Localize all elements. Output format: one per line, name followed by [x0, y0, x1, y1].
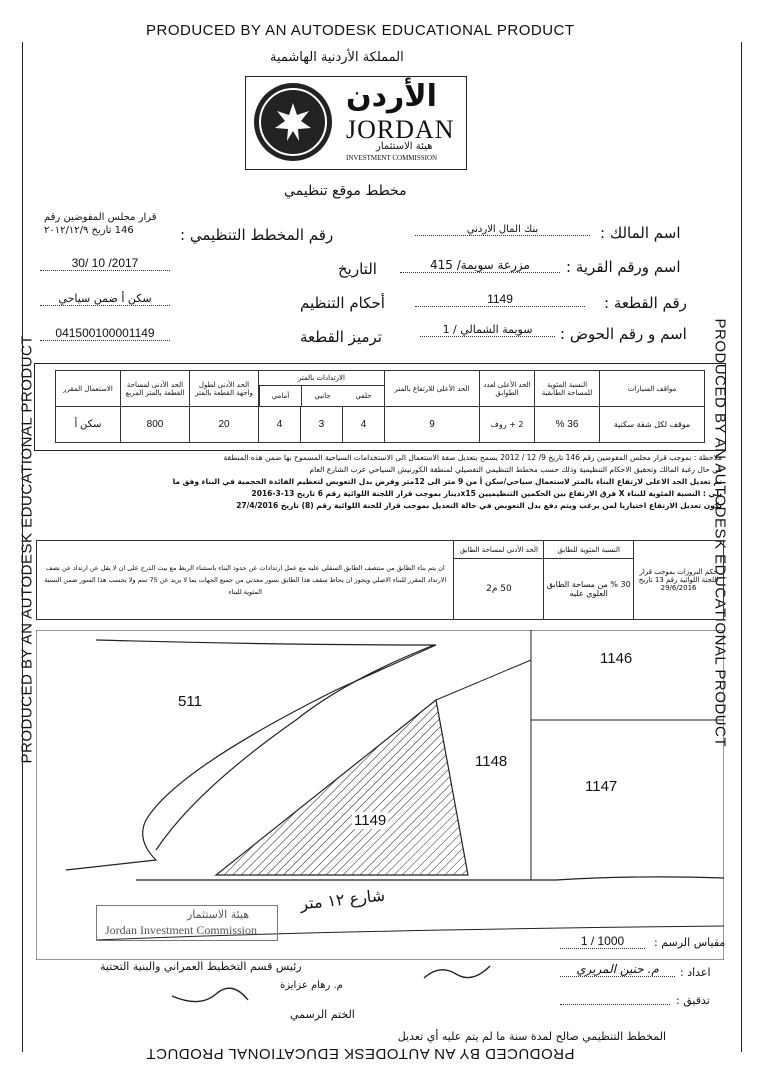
- code-value: 041500100001149: [40, 326, 170, 341]
- projections-percent-value: 30 % من مساحة الطابق العلوي عليه: [544, 559, 634, 620]
- th-min-area: الحد الأدنى لمساحة القطعة بالمتر المربع: [121, 371, 190, 407]
- street-label: شارع ١٢ متر: [299, 885, 386, 914]
- date-label: التاريخ: [338, 260, 377, 278]
- plot-511-label: 511: [178, 693, 202, 710]
- th-setbacks: [259, 371, 385, 407]
- projections-percent-header: النسبة المئوية للطابق: [544, 541, 634, 559]
- owner-value: بنك المال الاردني: [415, 224, 590, 236]
- decision-line1: قرار مجلس المفوضين رقم: [44, 212, 157, 223]
- zoning-label: أحكام التنظيم: [300, 294, 385, 312]
- stamp-arabic: هيئة الاستثمار: [187, 908, 250, 921]
- scale-label: مقياس الرسم :: [654, 936, 726, 949]
- regulations-box: [34, 363, 726, 451]
- note-line-5: يكون تعديل الارتفاع اختياريا لمن يرغب ويتم دفع بدل التعويض في حالة التعديل بموجب قرار للجنة اللوائية رقم (8) تاريخ 27/4/2016: [236, 501, 722, 510]
- projections-min-area-value: 50 م2: [454, 559, 544, 620]
- plot-1149-parcel: [216, 700, 468, 875]
- td-floors: 2 + روف: [480, 407, 535, 443]
- village-value: مزرعة سويمة/ 415: [400, 258, 560, 273]
- td-parking: موقف لكل شقة سكنية: [600, 407, 705, 443]
- watermark-left: PRODUCED BY AN AUTODESK EDUCATIONAL PRODUCT: [18, 334, 36, 764]
- td-min-frontage: 20: [190, 407, 259, 443]
- basin-value: سويمة الشمالي / 1: [420, 323, 555, 337]
- notes-block: [36, 452, 722, 512]
- logo-box: [245, 76, 467, 170]
- scale-value: 1 / 1000: [560, 934, 645, 949]
- th-floors: الحد الأعلى لعدد الطوابق: [480, 371, 535, 407]
- watermark-bottom: PRODUCED BY AN AUTODESK EDUCATIONAL PRODUCT: [146, 1045, 575, 1062]
- watermark-top: PRODUCED BY AN AUTODESK EDUCATIONAL PRODUCT: [146, 22, 575, 39]
- note-line-4: يلي : النسبة المئوية للبناء X فرق الارتفاع بين الحكمين التنظيميين x15دينار بموجب قرار اللجنة اللوائية رقم 6 تاريخ 13-3-2016: [251, 489, 722, 498]
- td-side: 3: [300, 407, 342, 443]
- village-label: اسم ورقم القرية :: [566, 258, 681, 276]
- plot-1148-label: 1148: [475, 753, 508, 770]
- logo-sub-arabic: هيئة الاستثمار: [376, 141, 433, 152]
- th-rear: خلفي: [355, 392, 372, 400]
- jordan-star-icon: [254, 83, 332, 161]
- kingdom-heading: المملكة الأردنية الهاشمية: [270, 50, 404, 65]
- th-parking: مواقف السيارات: [600, 371, 705, 407]
- th-side: جانبي: [301, 386, 343, 406]
- validity-note: المخطط التنظيمي صالح لمدة سنة ما لم يتم عليه أي تعديل: [397, 1030, 666, 1043]
- street-edge: [136, 877, 724, 880]
- td-rear: 4: [342, 407, 384, 443]
- head-signature: [170, 986, 250, 1010]
- plot-value: 1149: [415, 292, 585, 307]
- td-min-area: 800: [121, 407, 190, 443]
- projections-table: [36, 540, 724, 620]
- boundary-1146: [436, 660, 531, 700]
- approval-signature: [420, 960, 500, 984]
- th-max-height: الحد الأعلى للارتفاع بالمتر: [385, 371, 480, 407]
- checked-line: [560, 1004, 670, 1005]
- td-front: 4: [259, 407, 301, 443]
- commission-stamp: [96, 905, 278, 941]
- note-line-1: ملاحظة : بموجب قرار مجلس المفوضين رقم 146 تاريخ 9/ 12 / 2012 يسمح بتعديل صفة الاستعمال الى الاستخدامات السياحية المسموح بها ضمن هذه المنطقة: [223, 453, 722, 462]
- doc-title: مخطط موقع تنظيمي: [284, 183, 407, 199]
- th-front: أمامي: [259, 386, 301, 406]
- th-use: الاستعمال المقرر: [56, 371, 121, 407]
- seal-label: الختم الرسمي: [290, 1008, 355, 1021]
- plot-1149-label: 1149: [354, 812, 387, 829]
- th-setbacks-title: الارتدادات بالمتر: [259, 371, 384, 386]
- td-use: سكن أ: [56, 407, 121, 443]
- prepared-label: اعداد :: [680, 966, 711, 979]
- head-name: م. رهام عزايزة: [280, 980, 343, 991]
- logo-arabic: الأردن: [346, 79, 437, 114]
- zoning-value: سكن أ ضمن سياحي: [40, 292, 170, 306]
- td-coverage: 36 %: [535, 407, 600, 443]
- td-max-height: 9: [385, 407, 480, 443]
- code-label: ترميز القطعة: [300, 328, 382, 346]
- checked-label: تدقيق :: [676, 994, 710, 1007]
- logo-sub-english: INVESTMENT COMMISSION: [346, 154, 438, 162]
- prepared-value: م. حنين المريري: [560, 962, 675, 977]
- projections-text: ان يتم بناء الطابق من منتصف الطابق السفلي عليه مع عمل ارتدادات عن حدود البناء باستثناء الربط مع بيت الدرج على ان لا يقل عن ارتداد عن نصف الارتداد المقرر للبناء الاصلي ويجوز ان يحاط سقف هذا الطابق بسور معدني من جميع الجهات بما لا يزيد عن 75 سم ولا يحسب هذا السور ضمن النسبة المئوية للبناء: [37, 541, 454, 620]
- owner-label: اسم المالك :: [600, 224, 681, 242]
- th-coverage: النسبة المئوية للمساحة الطابقية: [535, 371, 600, 407]
- basin-label: اسم و رقم الحوض :: [560, 325, 687, 343]
- note-line-3: تم تعديل الحد الاعلى لارتفاع البناء بالمتر لاستعمال سياحي/سكن أ من 9 متر الى 12متر وفرض بدل التعويض لتعظيم الفائدة الحجمية في البناء وفق ما: [172, 477, 722, 486]
- plot-1147-label: 1147: [585, 778, 618, 795]
- logo-english: JORDAN: [346, 115, 455, 144]
- note-line-2: في حال رغبة المالك وتحقيق الاحكام التنظيمية وذلك حسب مخطط التنظيمي التفصيلي لمنطقة الكورنيش السياحي عرب الشارع العام: [309, 465, 722, 474]
- watermark-right: PRODUCED BY AN AUTODESK EDUCATIONAL PRODUCT: [711, 318, 729, 748]
- decision-line2: 146 تاريخ ٢٠١٢/١٢/٩: [44, 225, 134, 236]
- th-min-frontage: الحد الأدنى لطول واجهة القطعة بالمتر: [190, 371, 259, 407]
- regulations-table: [55, 370, 705, 443]
- plot-label: رقم القطعة :: [604, 294, 687, 312]
- date-value: 30/ 10 /2017: [40, 256, 170, 271]
- plan-no-label: رقم المخطط التنظيمي :: [180, 226, 334, 244]
- head-label: رئيس قسم التخطيط العمراني والبنية التحتية: [100, 960, 302, 973]
- projections-min-area-header: الحد الأدنى لمساحة الطابق: [454, 541, 544, 559]
- plot-1146-label: 1146: [600, 650, 633, 667]
- projections-decision: حكم البروزات بموجب قرار اللجنة اللوائية رقم 13 تاريخ 29/6/2016: [634, 541, 724, 620]
- stamp-english: Jordan Investment Commission: [105, 923, 257, 937]
